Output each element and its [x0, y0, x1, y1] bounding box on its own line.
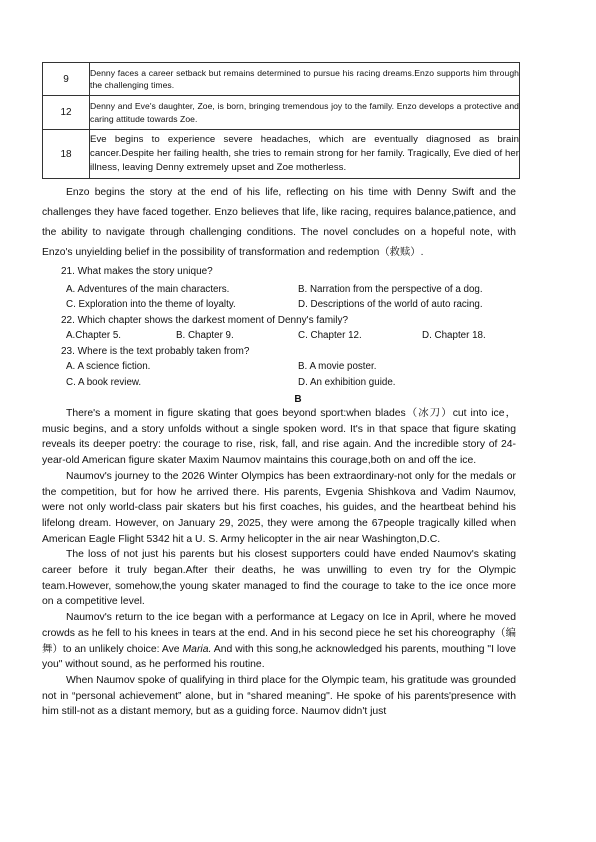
option-22-d: D. Chapter 18.: [422, 330, 486, 341]
passage-paragraph: Naumov's journey to the 2026 Winter Olympics has been extraordinary-not only for the medals or the competition, but for how he arrived there. His parents, Evgenia Shishkova and Vadim Naumov, were not only world-class pair skaters but his first coaches, his guides, and the heartbeat behind his lifelong dream. However, on January 29, 2025, they were among the 67people tragically killed when American Eagle Flight 5342 hit a U. S. Army helicopter in the air near Washington,D.C.: [42, 470, 516, 545]
option-21-d: D. Descriptions of the world of auto racing.: [298, 299, 483, 310]
intro-paragraph: Enzo begins the story at the end of his life, reflecting on his time with Denny Swift and the challenges they have faced together. Enzo believes that life, like racing, requires balance,patience, and the ability to navigate through challenging conditions. The novel concludes on a hopeful note, with Enzo's unyielding belief in the possibility of transformation and redemption（救赎）.: [42, 187, 516, 258]
table-row: [43, 130, 520, 179]
option-22-a: A.Chapter 5.: [66, 330, 122, 341]
chapter-description: Eve begins to experience severe headaches, which are eventually diagnosed as brain cancer.Despite her failing health, she tries to remain strong for her family. Tragically, Eve died of her illness, leaving Denny extremely upset and Zoe motherless.: [90, 130, 520, 179]
section-label: B: [294, 394, 302, 405]
chapter-table: [42, 62, 520, 179]
question-23: 23. Where is the text probably taken from?: [61, 346, 250, 357]
passage-paragraph: When Naumov spoke of qualifying in third place for the Olympic team, his gratitude was grounded not in “personal achievement” alone, but in “shared meaning". He spoke of his parents'presence with him still-not as a distant memory, but as a guiding force. Naumov didn't just: [42, 674, 516, 718]
chapter-number: 9: [43, 63, 90, 96]
option-21-b: B. Narration from the perspective of a dog.: [298, 284, 483, 295]
chapter-description: Denny and Eve's daughter, Zoe, is born, bringing tremendous joy to the family. Enzo develops a protective and caring attitude towards Zoe.: [90, 96, 520, 130]
passage-b: [42, 406, 516, 720]
option-23-c: C. A book review.: [66, 377, 142, 388]
passage-paragraph: Naumov's return to the ice began with a performance at Legacy on Ice in April, where he moved crowds as he fell to his knees in tears at the end. And in his second piece he set his choreography（编舞）to an unlikely choice: Ave Maria. And with this song,he acknowledged his parents, mouthing "I love you" without sound, as he performed his routine.: [42, 612, 516, 671]
table-row: [43, 63, 520, 96]
passage-paragraph: The loss of not just his parents but his closest supporters could have ended Naumov's skating career before it truly began.After their deaths, he was unwilling to even try for the Olympic team.However, somehow,the young skater managed to find the courage to take to the ice once more on a competitive level.: [42, 549, 516, 608]
option-22-c: C. Chapter 12.: [298, 330, 362, 341]
chapter-number: 12: [43, 96, 90, 130]
option-22-b: B. Chapter 9.: [176, 330, 234, 341]
option-23-a: A. A science fiction.: [66, 361, 151, 372]
option-23-d: D. An exhibition guide.: [298, 377, 396, 388]
passage-paragraph: There's a moment in figure skating that goes beyond sport:when blades（冰刀）cut into ice，music begins, and a story unfolds without a single spoken word. It's in that space that figure skating reveals its deeper poetry: the courage to rise, risk, fall, and rise again. And the incredible story of 24-year-old American figure skater Maxim Naumov maintains this courage,both on and off the ice.: [42, 408, 516, 467]
question-22: 22. Which chapter shows the darkest moment of Denny's family?: [61, 315, 349, 326]
chapter-description: Denny faces a career setback but remains determined to pursue his racing dreams.Enzo supports him through the challenging times.: [90, 63, 520, 96]
question-21: 21. What makes the story unique?: [61, 266, 213, 277]
option-21-c: C. Exploration into the theme of loyalty.: [66, 299, 236, 310]
chapter-number: 18: [43, 130, 90, 179]
option-21-a: A. Adventures of the main characters.: [66, 284, 230, 295]
table-row: [43, 96, 520, 130]
option-23-b: B. A movie poster.: [298, 361, 377, 372]
